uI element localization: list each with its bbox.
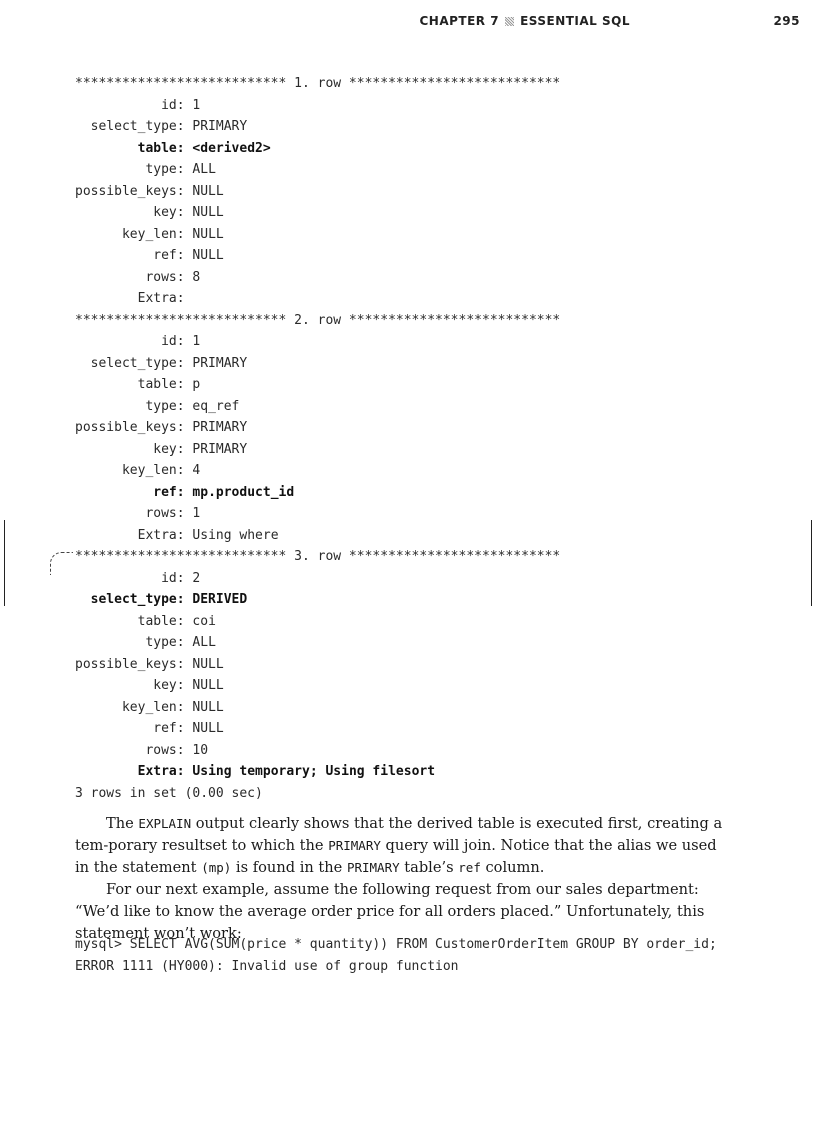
explain-field-key xyxy=(75,202,560,224)
field-key: rows xyxy=(145,269,177,285)
field-key: type xyxy=(145,162,177,177)
inline-code: (mp) xyxy=(201,860,232,875)
field-value: PRIMARY xyxy=(192,119,248,134)
field-value: NULL xyxy=(192,656,224,672)
explain-field-possible-keys xyxy=(75,417,560,439)
field-separator: : xyxy=(176,699,193,715)
field-separator: : xyxy=(176,721,193,736)
field-separator: : xyxy=(176,140,193,156)
field-separator: : xyxy=(176,377,193,392)
text-run: The xyxy=(106,815,139,832)
field-key: key_len xyxy=(121,226,177,242)
field-value: 1 xyxy=(192,97,201,113)
field-separator: : xyxy=(176,119,193,134)
field-indent xyxy=(75,98,161,113)
field-separator: : xyxy=(176,162,193,177)
field-value: NULL xyxy=(192,699,224,715)
explain-field-extra xyxy=(75,761,560,783)
chapter-title xyxy=(419,14,630,28)
field-separator: : xyxy=(176,420,193,435)
field-indent xyxy=(75,162,145,177)
field-indent xyxy=(75,442,153,457)
explain-field-table xyxy=(75,138,560,160)
explain-field-rows xyxy=(75,503,560,525)
field-indent xyxy=(75,399,145,414)
field-separator: : xyxy=(176,226,193,242)
field-value: ALL xyxy=(192,162,216,177)
field-value: Using where xyxy=(192,527,279,543)
field-value: <derived2> xyxy=(192,140,271,156)
field-value: PRIMARY xyxy=(192,420,248,435)
explain-field-key xyxy=(75,675,560,697)
field-indent xyxy=(75,248,153,263)
explain-field-id xyxy=(75,331,560,353)
field-value: NULL xyxy=(192,205,224,220)
field-separator: : xyxy=(176,183,193,199)
explain-field-select-type xyxy=(75,353,560,375)
field-key: type xyxy=(145,398,177,414)
field-key: id xyxy=(161,334,177,349)
field-key: id xyxy=(161,570,177,586)
console-query-line: mysql> SELECT AVG(SUM(price * quantity)) FROM CustomerOrderItem GROUP BY order_id; xyxy=(75,937,717,952)
inline-code: ref xyxy=(458,860,481,875)
field-indent xyxy=(75,528,138,543)
field-indent xyxy=(75,678,153,693)
field-key: select_type xyxy=(90,119,177,134)
explain-field-possible-keys xyxy=(75,654,560,676)
field-key: select_type xyxy=(90,355,177,371)
console-output xyxy=(75,934,717,977)
field-indent xyxy=(75,334,161,349)
field-indent xyxy=(75,700,122,715)
field-indent xyxy=(75,635,145,650)
field-indent xyxy=(75,506,145,521)
explain-field-type xyxy=(75,396,560,418)
explain-field-id xyxy=(75,568,560,590)
field-separator: : xyxy=(176,635,193,650)
field-value: PRIMARY xyxy=(192,441,248,457)
field-separator: : xyxy=(176,527,193,543)
explain-field-key-len xyxy=(75,697,560,719)
field-key: key_len xyxy=(121,463,177,478)
explain-field-table xyxy=(75,374,560,396)
field-indent xyxy=(75,614,138,629)
field-key: possible_keys xyxy=(75,656,177,672)
running-header xyxy=(0,12,816,32)
row-banner: *************************** 2. row *************************** xyxy=(75,312,561,328)
field-indent xyxy=(75,270,145,285)
crop-mark-right xyxy=(811,520,812,606)
explain-field-type xyxy=(75,159,560,181)
field-key: rows xyxy=(145,742,177,758)
field-separator: : xyxy=(176,248,193,263)
field-separator: : xyxy=(176,656,193,672)
field-indent xyxy=(75,227,122,242)
chapter-label: CHAPTER 7 xyxy=(419,14,500,28)
paragraph-next-example: For our next example, assume the following request from our sales department: “We’d like to know the average order price for all orders placed.” Unfortunately, this statement won’t work: xyxy=(75,881,705,942)
explain-output xyxy=(75,73,560,804)
field-separator: : xyxy=(176,334,193,349)
text-run: query will join. Notice that the alias we used in the statement xyxy=(75,837,717,876)
field-indent xyxy=(75,743,145,758)
field-indent xyxy=(75,291,138,306)
explain-field-possible-keys xyxy=(75,181,560,203)
explain-field-ref xyxy=(75,718,560,740)
field-separator: : xyxy=(176,355,193,371)
explain-field-rows xyxy=(75,740,560,762)
explain-field-key-len xyxy=(75,460,560,482)
paragraph-explain xyxy=(75,813,725,879)
page-number: 295 xyxy=(773,14,800,28)
field-indent xyxy=(75,721,153,736)
field-value: NULL xyxy=(192,678,224,693)
explain-field-ref xyxy=(75,482,560,504)
rows-in-set: 3 rows in set (0.00 sec) xyxy=(75,785,263,801)
field-key: table xyxy=(137,140,177,156)
field-separator: : xyxy=(176,205,193,220)
field-key: type xyxy=(145,635,177,650)
field-value: eq_ref xyxy=(192,398,240,414)
field-separator: : xyxy=(176,506,193,521)
field-key: ref xyxy=(153,721,177,736)
field-separator: : xyxy=(176,291,193,306)
explain-field-extra xyxy=(75,288,560,310)
field-value: mp.product_id xyxy=(192,484,295,500)
text-run: column. xyxy=(480,859,545,876)
field-value: NULL xyxy=(192,248,224,263)
field-value: coi xyxy=(192,613,216,629)
text-run: output clearly shows that the derived table is executed first, creating a tem-porary resultset to which the xyxy=(75,815,723,854)
explain-field-id xyxy=(75,95,560,117)
section-label: ESSENTIAL SQL xyxy=(520,14,630,28)
explain-field-key xyxy=(75,439,560,461)
field-value: 4 xyxy=(192,463,201,478)
field-value: 8 xyxy=(192,269,201,285)
field-key: ref xyxy=(153,484,177,500)
field-value: NULL xyxy=(192,226,224,242)
field-separator: : xyxy=(176,269,193,285)
row-banner: *************************** 3. row *************************** xyxy=(75,549,561,564)
field-key: table xyxy=(137,613,177,629)
field-separator: : xyxy=(176,441,193,457)
field-value: 1 xyxy=(192,334,201,349)
explain-field-rows xyxy=(75,267,560,289)
separator-icon xyxy=(505,17,514,26)
field-separator: : xyxy=(176,570,193,586)
field-key: table xyxy=(137,377,177,392)
field-value: DERIVED xyxy=(192,592,248,607)
field-value: NULL xyxy=(192,183,224,199)
field-value: ALL xyxy=(192,635,216,650)
inline-code: EXPLAIN xyxy=(138,816,192,831)
field-indent xyxy=(75,119,91,134)
field-key: key xyxy=(153,205,177,220)
field-key: rows xyxy=(145,506,177,521)
field-separator: : xyxy=(176,764,193,779)
field-key: select_type xyxy=(90,592,177,607)
field-separator: : xyxy=(176,398,193,414)
field-key: key xyxy=(153,678,177,693)
field-value: 1 xyxy=(192,506,201,521)
field-key: possible_keys xyxy=(75,183,177,199)
explain-field-ref xyxy=(75,245,560,267)
explain-field-select-type xyxy=(75,116,560,138)
field-key: Extra xyxy=(137,527,177,543)
field-value: Using temporary; Using filesort xyxy=(192,764,436,779)
field-indent xyxy=(75,592,91,607)
explain-field-type xyxy=(75,632,560,654)
field-key: ref xyxy=(153,248,177,263)
field-indent xyxy=(75,377,138,392)
inline-code: PRIMARY xyxy=(346,860,400,875)
field-separator: : xyxy=(176,97,193,113)
field-indent xyxy=(75,764,138,779)
field-indent xyxy=(75,356,91,371)
registration-mark xyxy=(50,552,73,575)
field-key: Extra xyxy=(137,764,177,779)
field-separator: : xyxy=(176,484,193,500)
field-key: key xyxy=(153,441,177,457)
field-separator: : xyxy=(176,742,193,758)
field-key: key_len xyxy=(121,699,177,715)
field-separator: : xyxy=(176,592,193,607)
field-value: p xyxy=(192,377,201,392)
crop-mark-left xyxy=(4,520,5,606)
field-indent xyxy=(75,485,153,500)
explain-field-select-type xyxy=(75,589,560,611)
body-text xyxy=(75,813,725,945)
field-indent xyxy=(75,205,153,220)
field-separator: : xyxy=(176,613,193,629)
explain-field-extra xyxy=(75,525,560,547)
row-banner: *************************** 1. row *************************** xyxy=(75,76,561,91)
field-separator: : xyxy=(176,463,193,478)
field-indent xyxy=(75,141,138,156)
explain-field-key-len xyxy=(75,224,560,246)
field-value: PRIMARY xyxy=(192,355,248,371)
explain-field-table xyxy=(75,611,560,633)
inline-code: PRIMARY xyxy=(328,838,381,853)
field-key: possible_keys xyxy=(75,420,177,435)
text-run: is found in the xyxy=(231,859,347,876)
field-value: 10 xyxy=(192,742,209,758)
field-indent xyxy=(75,571,161,586)
field-value: NULL xyxy=(192,721,224,736)
text-run: table’s xyxy=(399,859,459,876)
field-separator: : xyxy=(176,678,193,693)
field-value: 2 xyxy=(192,570,201,586)
field-key: Extra xyxy=(137,291,177,306)
field-key: id xyxy=(161,97,177,113)
field-indent xyxy=(75,463,122,478)
console-error-line: ERROR 1111 (HY000): Invalid use of group function xyxy=(75,958,459,974)
